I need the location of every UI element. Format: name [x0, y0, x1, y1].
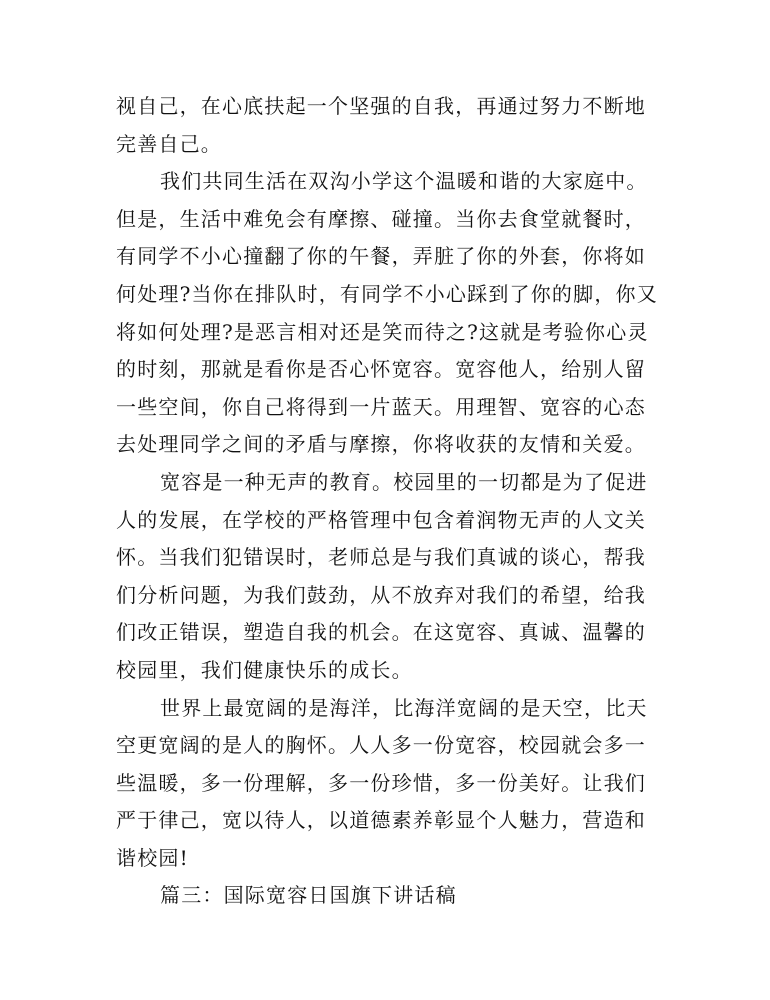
- paragraph-start-line: 世界上最宽阔的是海洋，比海洋宽阔的是天空，比天: [160, 695, 648, 720]
- text-line: 但是，生活中难免会有摩擦、碰撞。当你去食堂就餐时，: [116, 206, 646, 231]
- text-line: 严于律己，宽以待人，以道德素养彰显个人魅力，营造和: [116, 808, 646, 833]
- text-line: 怀。当我们犯错误时，老师总是与我们真诚的谈心，帮我: [116, 545, 646, 570]
- text-line: 去处理同学之间的矛盾与摩擦，你将收获的友情和关爱。: [116, 432, 646, 457]
- text-line: 校园里，我们健康快乐的成长。: [116, 657, 413, 682]
- text-line: 视自己，在心底扶起一个坚强的自我，再通过努力不断地: [116, 94, 646, 118]
- text-line: 有同学不小心撞翻了你的午餐，弄脏了你的外套，你将如: [116, 244, 646, 269]
- text-line: 空更宽阔的是人的胸怀。人人多一份宽容，校园就会多一: [116, 733, 646, 758]
- section-heading: 篇三：国际宽容日国旗下讲话稿: [160, 883, 457, 908]
- text-line: 何处理?当你在排队时，有同学不小心踩到了你的脚，你又: [116, 281, 658, 306]
- text-line: 一些空间，你自己将得到一片蓝天。用理智、宽容的心态: [116, 394, 646, 419]
- text-line: 些温暖，多一份理解，多一份珍惜，多一份美好。让我们: [116, 770, 646, 795]
- text-line: 谐校园!: [116, 845, 189, 870]
- text-line: 们改正错误，塑造自我的机会。在这宽容、真诚、温馨的: [116, 620, 646, 645]
- paragraph-start-line: 宽容是一种无声的教育。校园里的一切都是为了促进: [160, 469, 648, 494]
- text-line: 的时刻，那就是看你是否心怀宽容。宽容他人，给别人留: [116, 357, 646, 382]
- text-line: 们分析问题，为我们鼓劲，从不放弃对我们的希望，给我: [116, 582, 646, 607]
- text-line: 将如何处理?是恶言相对还是笑而待之?这就是考验你心灵: [116, 319, 649, 344]
- text-line: 完善自己。: [116, 131, 222, 156]
- text-line: 人的发展，在学校的严格管理中包含着润物无声的人文关: [116, 507, 646, 532]
- paragraph-start-line: 我们共同生活在双沟小学这个温暖和谐的大家庭中。: [160, 169, 648, 194]
